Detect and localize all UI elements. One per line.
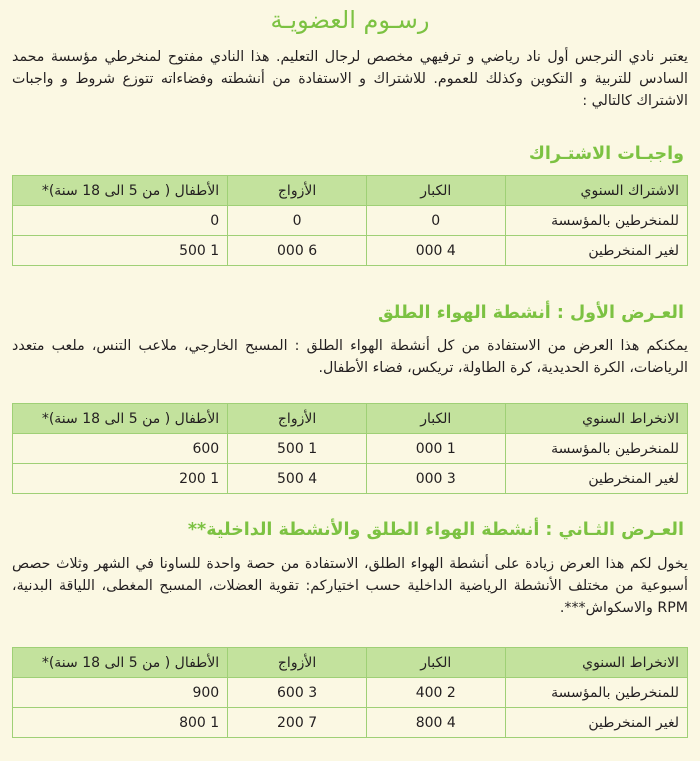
table-cell: 600 — [13, 434, 228, 464]
table-cell: 2 400 — [366, 678, 505, 708]
table-cell: للمنخرطين بالمؤسسة — [505, 434, 687, 464]
table-cell: 0 — [13, 206, 228, 236]
table-row — [13, 464, 688, 494]
table-row — [13, 236, 688, 266]
table-cell: 4 500 — [228, 464, 367, 494]
table-cell: 1 000 — [366, 434, 505, 464]
table-cell: 0 — [366, 206, 505, 236]
table-header-cell: الكبار — [366, 176, 505, 206]
table-row — [13, 434, 688, 464]
intro-paragraph: يعتبر نادي النرجس أول ناد رياضي و ترفيهي مخصص لرجال التعليم. هذا النادي مفتوح لمنخرطي مؤسسة محمد السادس للتربية و التكوين وكذلك للعموم. للاشتراك و الاستفادة من أنشطته وفضاءاته تتوزع شروط و واجبات الاشتراك كالتالي : — [12, 49, 688, 109]
table-header-cell: الكبار — [366, 648, 505, 678]
offer-1-paragraph: يمكنكم هذا العرض من الاستفادة من كل أنشطة الهواء الطلق : المسبح الخارجي، ملاعب التنس، ملعب متعدد الرياضات، الكرة الحديدية، كرة الطاولة، تريكس، فضاء الأطفال. — [12, 338, 688, 376]
table-cell: 1 800 — [13, 708, 228, 738]
table-cell: 7 200 — [228, 708, 367, 738]
offer-2-table — [12, 647, 688, 738]
table-cell: للمنخرطين بالمؤسسة — [505, 206, 687, 236]
table-header-row — [13, 176, 688, 206]
table-header-row — [13, 404, 688, 434]
table-header-cell: الأزواج — [228, 176, 367, 206]
table-cell: 6 000 — [228, 236, 367, 266]
offer-1-table — [12, 403, 688, 494]
table-header-cell: الأطفال ( من 5 الى 18 سنة)* — [13, 648, 228, 678]
section-heading-fees: واجبـات الاشتـراك — [528, 144, 684, 164]
table-header-row — [13, 648, 688, 678]
table-cell: 1 200 — [13, 464, 228, 494]
table-cell: لغير المنخرطين — [505, 236, 687, 266]
table-cell: 1 500 — [228, 434, 367, 464]
table-cell: 1 500 — [13, 236, 228, 266]
table-header-cell: الأطفال ( من 5 الى 18 سنة)* — [13, 404, 228, 434]
table-row — [13, 708, 688, 738]
table-cell: 3 000 — [366, 464, 505, 494]
table-cell: 900 — [13, 678, 228, 708]
table-header-cell: الكبار — [366, 404, 505, 434]
table-header-cell: الاشتراك السنوي — [505, 176, 687, 206]
section-heading-offer-2: العـرض الثـاني : أنشطة الهواء الطلق والأنشطة الداخلية** — [187, 520, 684, 540]
table-header-cell: الأطفال ( من 5 الى 18 سنة)* — [13, 176, 228, 206]
table-header-cell: الانخراط السنوي — [505, 648, 687, 678]
table-cell: لغير المنخرطين — [505, 708, 687, 738]
table-cell: 4 000 — [366, 236, 505, 266]
fees-table — [12, 175, 688, 266]
table-cell: 3 600 — [228, 678, 367, 708]
table-row — [13, 678, 688, 708]
table-header-cell: الانخراط السنوي — [505, 404, 687, 434]
section-heading-offer-1: العـرض الأول : أنشطة الهواء الطلق — [377, 303, 684, 323]
table-cell: لغير المنخرطين — [505, 464, 687, 494]
table-header-cell: الأزواج — [228, 648, 367, 678]
table-cell: 4 800 — [366, 708, 505, 738]
table-cell: للمنخرطين بالمؤسسة — [505, 678, 687, 708]
offer-2-paragraph: يخول لكم هذا العرض زيادة على أنشطة الهواء الطلق، الاستفادة من حصة واحدة للساونا في الشهر وثلاث حصص أسبوعية من مختلف الأنشطة الرياضية الداخلية حسب اختياركم: تقوية العضلات، المسبح المغطى، اللياقة البدنية، RPM والاسكواش***. — [12, 556, 688, 616]
table-row — [13, 206, 688, 236]
table-header-cell: الأزواج — [228, 404, 367, 434]
page-title: رسـوم العضويـة — [270, 6, 430, 34]
table-cell: 0 — [228, 206, 367, 236]
